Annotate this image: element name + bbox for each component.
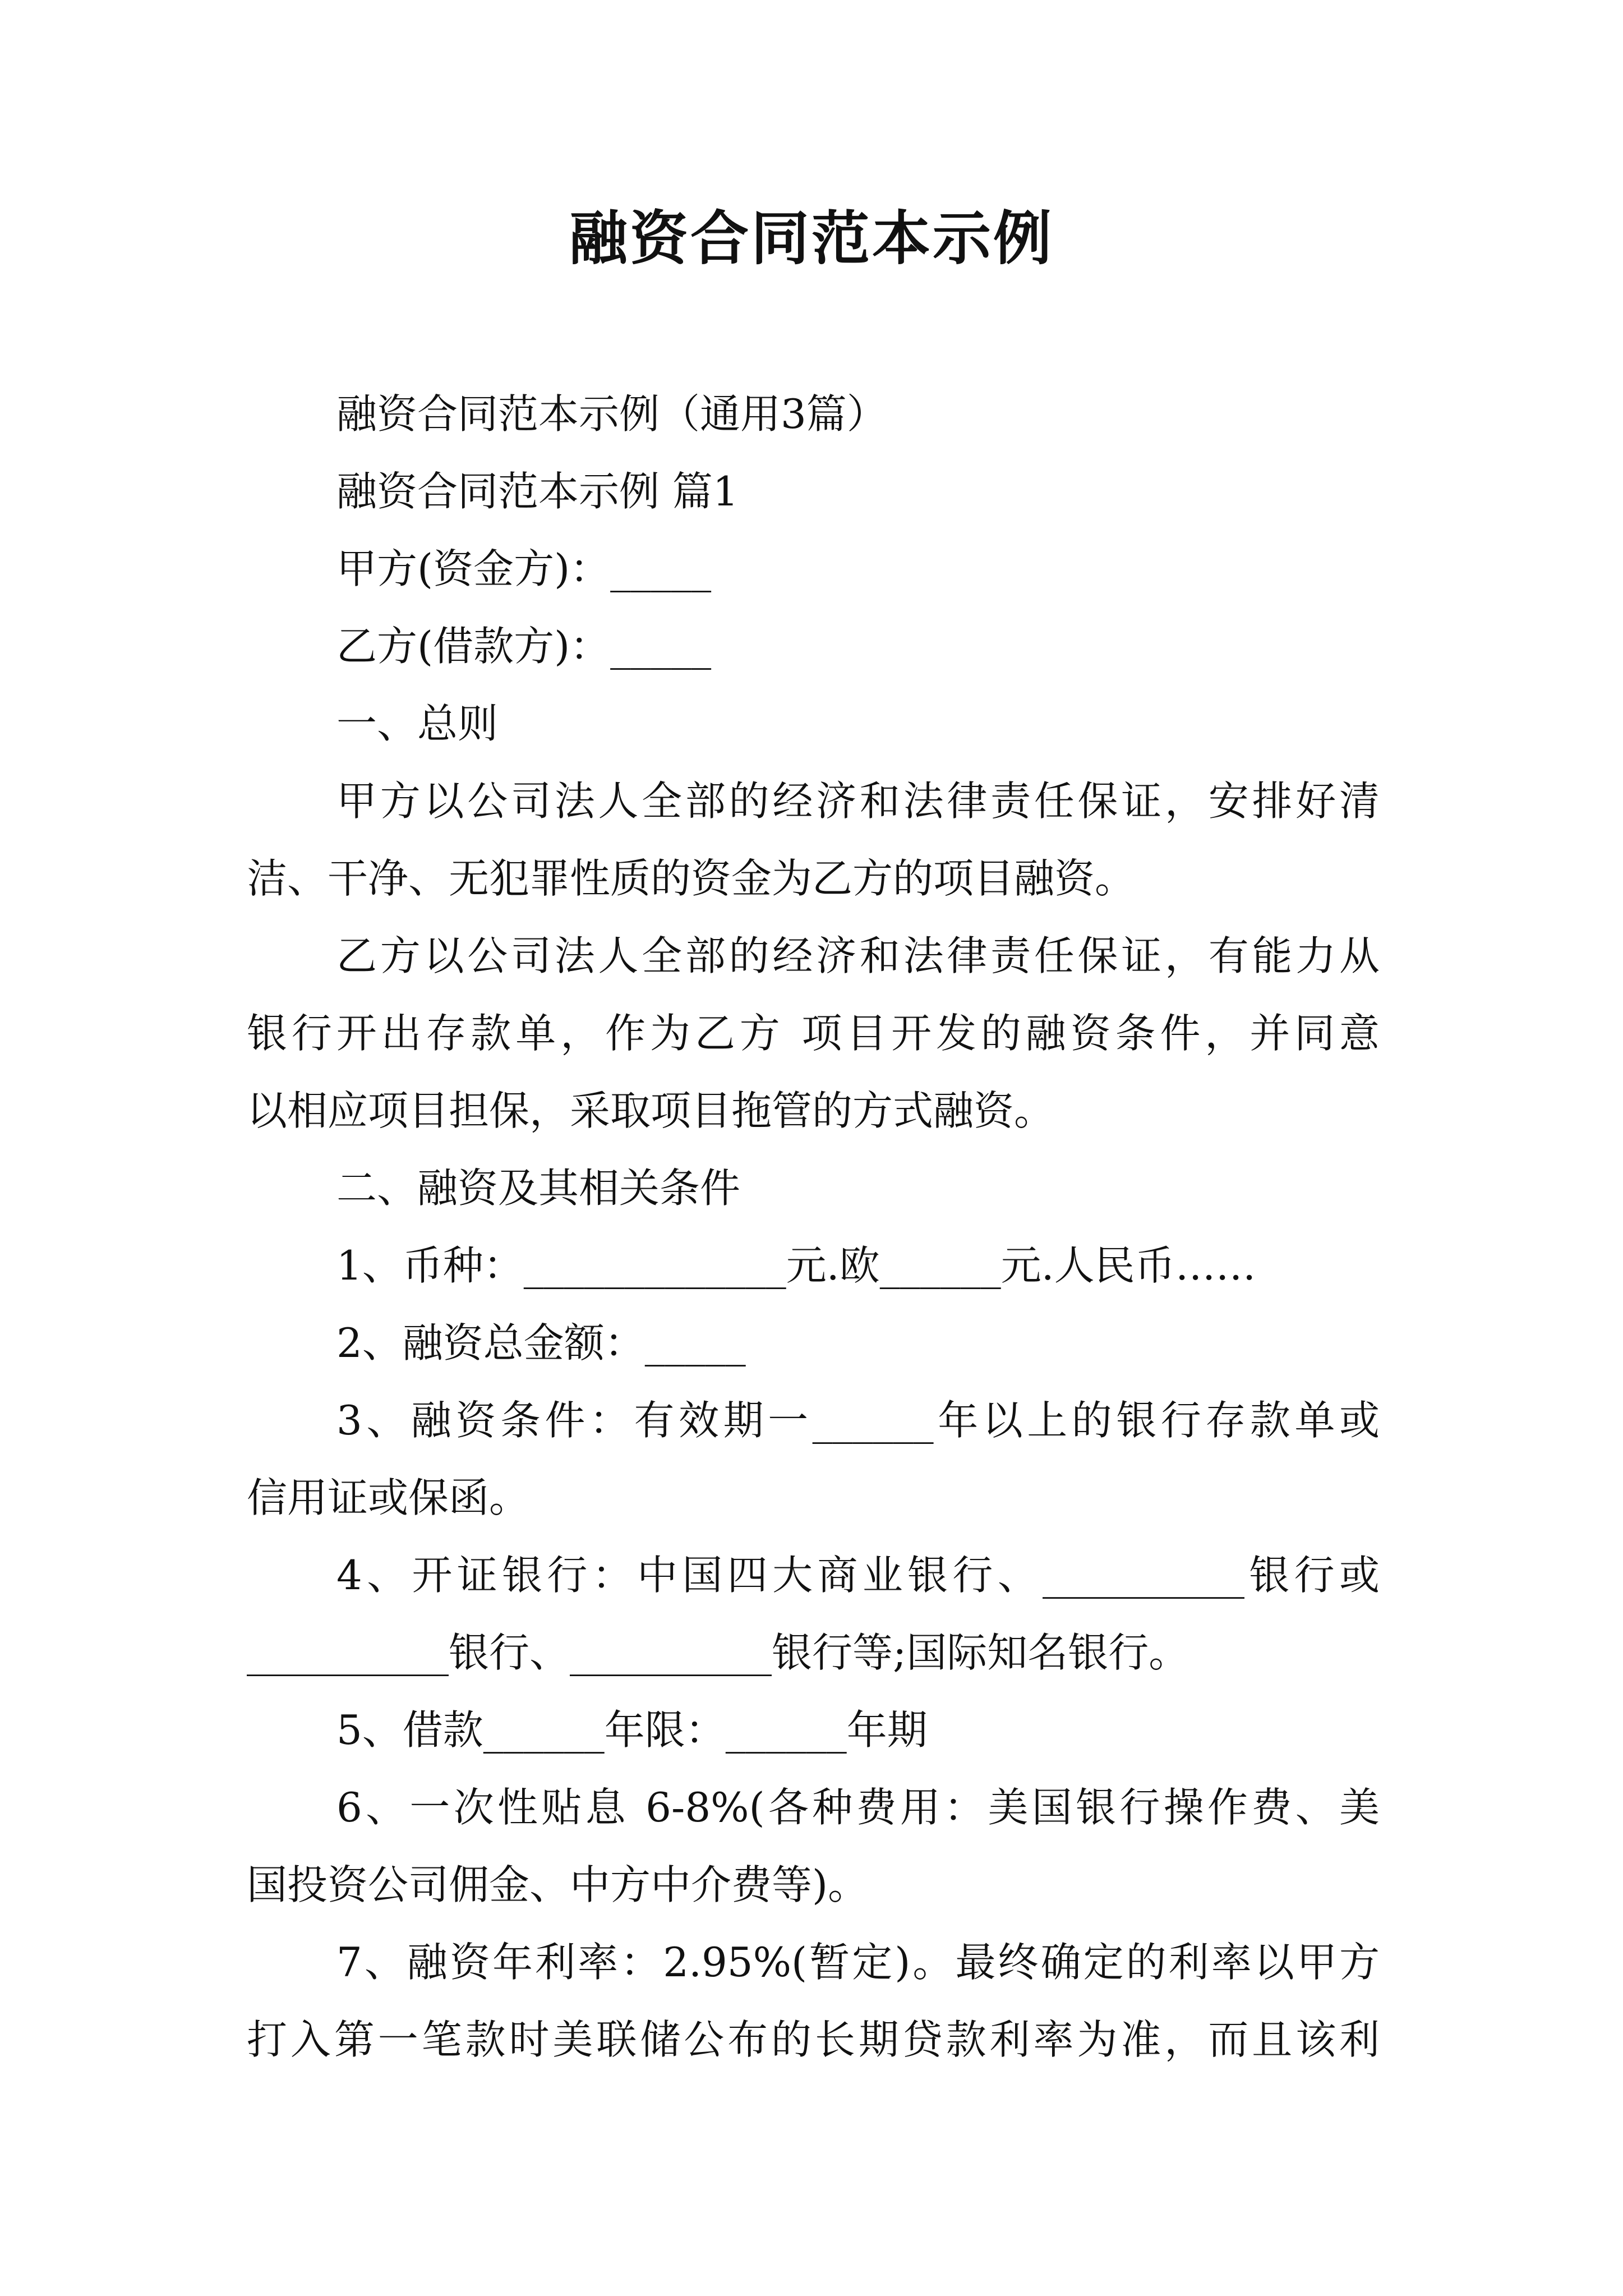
list-item-line: 1、币种：_____________元.欧______元.人民币…… [336,1242,1256,1289]
list-item-line: 4、开证银行：中国四大商业银行、__________银行或 [336,1552,1380,1599]
list-item-line: 2、融资总金额：_____ [336,1319,746,1366]
paragraph-line: 银行开出存款单，作为乙方 项目开发的融资条件，并同意 [247,1010,1380,1057]
list-item-line: 3、融资条件：有效期一______年以上的银行存款单或 [336,1397,1380,1444]
party-a-line: 甲方(资金方)：_____ [336,545,712,592]
list-item-line: 6、一次性贴息 6-8%(各种费用：美国银行操作费、美 [336,1784,1380,1831]
subtitle-line: 融资合同范本示例（通用3篇） [336,390,887,438]
clause-heading-line: 二、融资及其相关条件 [336,1165,741,1212]
paragraph-line: 乙方以公司法人全部的经济和法律责任保证，有能力从 [336,932,1380,979]
section-heading-line: 融资合同范本示例 篇1 [336,468,739,515]
paragraph-line: 以相应项目担保，采取项目拖管的方式融资。 [247,1087,1055,1134]
list-item-line: 打入第一笔款时美联储公布的长期贷款利率为准，而且该利 [247,2016,1380,2063]
paragraph-line: 甲方以公司法人全部的经济和法律责任保证，安排好清 [336,777,1380,825]
list-item-line: __________银行、__________银行等;国际知名银行。 [247,1629,1189,1676]
party-b-line: 乙方(借款方)：_____ [336,623,712,670]
document-title: 融资合同范本示例 [569,204,1054,273]
list-item-line: 信用证或保函。 [247,1474,530,1521]
list-item-line: 国投资公司佣金、中方中介费等)。 [247,1861,869,1908]
list-item-line: 7、融资年利率：2.95%(暂定)。最终确定的利率以甲方 [336,1939,1380,1986]
paragraph-line: 洁、干净、无犯罪性质的资金为乙方的项目融资。 [247,855,1136,902]
list-item-line: 5、借款______年限：______年期 [336,1706,928,1754]
clause-heading-line: 一、总则 [336,700,499,747]
